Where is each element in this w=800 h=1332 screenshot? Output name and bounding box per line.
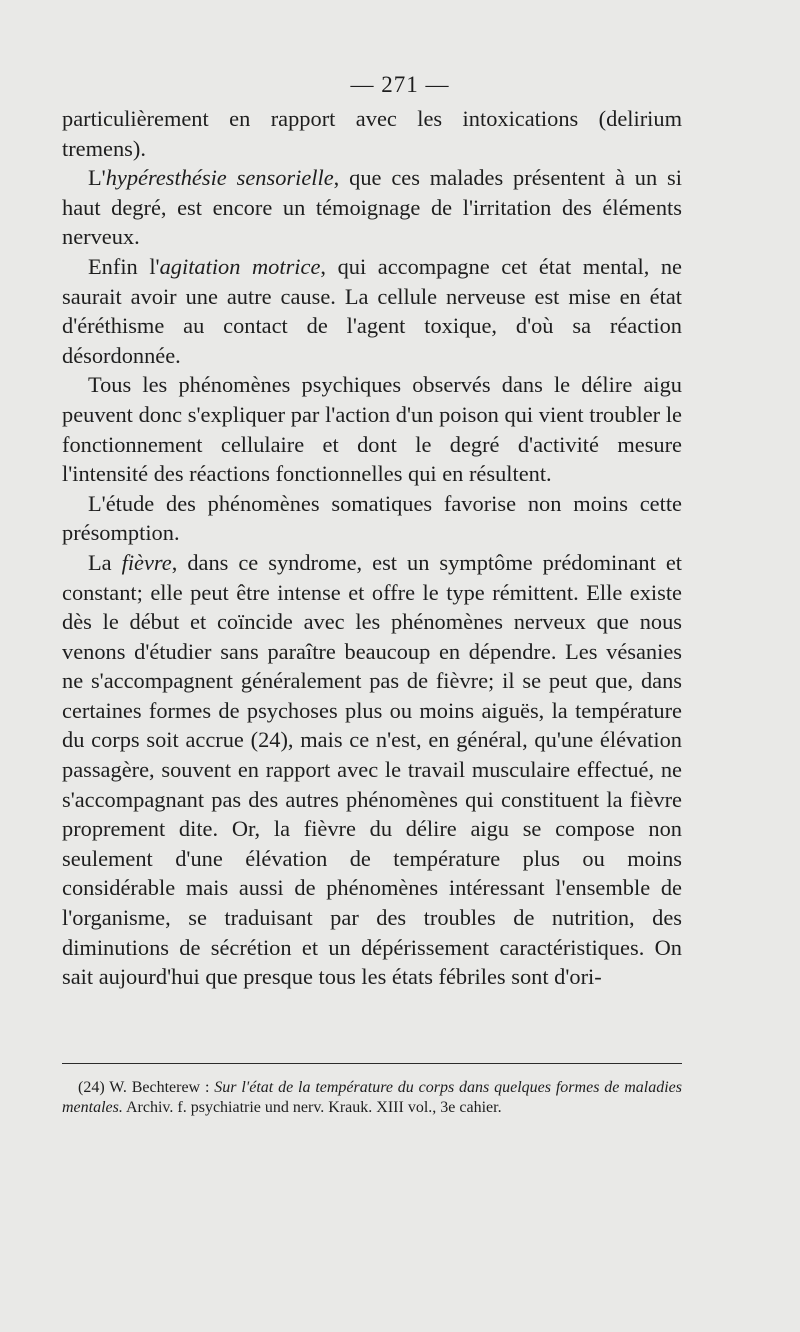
paragraph-rest: , qui accompagne cet état mental, ne saurait avoir une autre cause. La cellule nerveuse est mise en état d'éréthisme au contact de l'agent toxique, d'où sa réaction désordonnée.	[62, 253, 682, 368]
paragraph-lead: La	[88, 549, 122, 575]
paragraph-hyperesthesia	[62, 163, 682, 252]
footnote	[62, 1078, 682, 1118]
italic-term: fièvre	[121, 549, 172, 575]
body-text	[62, 104, 682, 992]
paragraph-lead: Enfin l'	[88, 253, 160, 279]
paragraph-lead: L'	[88, 165, 106, 191]
footnote-rest: Archiv. f. psychiatrie und nerv. Krauk. XIII vol., 3e cahier.	[122, 1099, 502, 1116]
footnote-divider	[62, 1063, 682, 1064]
paragraph-psychic-phenomena: Tous les phénomènes psychiques observés dans le délire aigu peuvent donc s'expliquer par l'action d'un poison qui vient troubler le fonctionnement cellulaire et dont le degré d'activité mesure l'intensité des réactions fonctionnelles qui en résultent.	[62, 372, 682, 487]
italic-term: hypéresthésie sensorielle	[105, 165, 334, 191]
paragraph-somatic-phenomena: L'étude des phénomènes somatiques favorise non moins cette présomption.	[62, 490, 682, 546]
page-number: — 271 —	[350, 72, 450, 97]
footnote-lead: (24) W. Bechterew :	[78, 1079, 215, 1096]
paragraph-rest: , dans ce syndrome, est un symptôme prédominant et constant; elle peut être intense et offre le type rémittent. Elle existe dès le début et coïncide avec les phénomènes nerveux que nous venons d'étudier sans paraître beaucoup en dépendre. Les vésanies ne s'accompagnent généralement pas de fièvre; il se peut que, dans certaines formes de psychoses plus ou moins aiguës, la température du corps soit accrue (24), mais ce n'est, en général, qu'une élévation passagère, souvent en rapport avec le travail musculaire effectué, ne s'accompagnant pas des autres phénomènes qui constituent la fièvre proprement dite. Or, la fièvre du délire aigu se compose non seulement d'une élévation de température plus ou moins considérable mais aussi de phénomènes intéressant l'ensemble de l'organisme, se traduisant par des troubles de nutrition, des diminutions de sécrétion et un dépérissement caractéristiques. On sait aujourd'hui que presque tous les états fébriles sont d'ori-	[62, 549, 682, 990]
paragraph-fever	[62, 548, 682, 992]
paragraph-continuation: particulièrement en rapport avec les intoxications (delirium tremens).	[62, 106, 682, 161]
footnote-title: Sur l'état de la température du corps dans quelques formes de maladies mentales.	[62, 1079, 683, 1116]
paragraph-motor-agitation	[62, 252, 682, 370]
italic-term: agitation motrice	[159, 253, 321, 279]
paragraph-rest: , que ces malades présentent à un si haut degré, est encore un témoignage de l'irritation des éléments nerveux.	[62, 165, 682, 250]
